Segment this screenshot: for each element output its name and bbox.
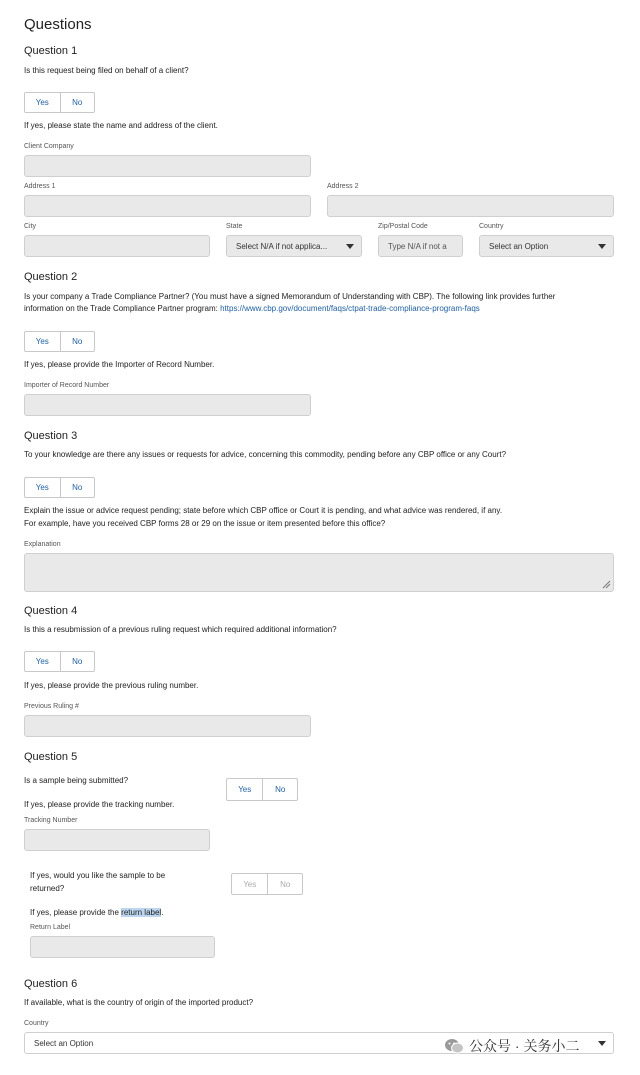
importer-record-number-input[interactable] [24,394,311,416]
question-5-yes-no-toggle [226,778,298,801]
explanation-textarea[interactable] [24,553,614,592]
return-label-input[interactable] [30,936,215,958]
question-2-title: Question 2 [24,271,78,283]
state-select[interactable] [226,235,362,257]
state-select-value: Select N/A if not applica... [236,241,328,251]
address-1-label: Address 1 [24,183,56,190]
question-5-followup: If yes, please provide the tracking number. [24,800,175,809]
return-followup-prefix: If yes, please provide the [30,908,122,917]
country-label: Country [479,223,504,230]
client-company-label: Client Company [24,143,74,150]
watermark [444,1036,579,1056]
return-question-line2: returned? [30,884,65,893]
question-5-text: Is a sample being submitted? [24,776,129,785]
question-4-followup: If yes, please provide the previous ruling number. [24,681,199,690]
country-of-origin-value: Select an Option [34,1038,94,1048]
resize-grip-icon[interactable] [601,579,611,589]
state-label: State [226,223,243,230]
client-company-input[interactable] [24,155,311,177]
return-label-label: Return Label [30,924,71,931]
return-label-followup [30,906,163,919]
watermark-text: 公众号 · 关务小二 [469,1038,580,1054]
return-question-line1: If yes, would you like the sample to be [30,871,166,880]
question-2-yes-button[interactable]: Yes [35,337,49,346]
return-followup-suffix: . [161,908,164,917]
zip-label: Zip/Postal Code [378,223,428,230]
dropdown-arrow-icon [598,1041,606,1046]
page-title: Questions [24,16,92,33]
question-4-yes-no-toggle [24,651,95,672]
question-5-title: Question 5 [24,751,78,763]
question-3-yes-no-toggle [24,477,95,498]
explanation-label: Explanation [24,541,61,548]
question-3-title: Question 3 [24,430,78,442]
importer-record-number-label: Importer of Record Number [24,382,110,389]
question-1-title: Question 1 [24,45,78,57]
question-6-text: If available, what is the country of origin of the imported product? [24,998,254,1007]
dropdown-arrow-icon [598,244,606,249]
zip-input[interactable] [378,235,463,257]
question-2-text-line2 [24,302,480,315]
return-no-button[interactable]: No [267,874,302,894]
zip-input-placeholder: Type N/A if not a [388,241,447,251]
dropdown-arrow-icon [346,244,354,249]
previous-ruling-input[interactable] [24,715,311,737]
question-3-yes-button[interactable]: Yes [35,483,49,492]
country-select[interactable] [479,235,614,257]
previous-ruling-label: Previous Ruling # [24,703,79,710]
address-1-input[interactable] [24,195,311,217]
question-4-no-button[interactable]: No [60,652,95,671]
question-6-title: Question 6 [24,978,78,990]
question-5-no-button[interactable]: No [262,779,297,800]
question-2-yes-no-toggle [24,331,95,352]
question-2-text-prefix: information on the Trade Compliance Partner program: [24,304,221,313]
question-3-no-button[interactable]: No [60,478,95,497]
question-1-followup: If yes, please state the name and address of the client. [24,121,218,130]
question-4-yes-button[interactable]: Yes [35,657,49,666]
question-4-title: Question 4 [24,605,78,617]
country-of-origin-label: Country [24,1020,49,1027]
question-2-no-button[interactable]: No [60,332,95,351]
return-followup-highlight: return label [121,908,162,917]
question-3-followup-line1: Explain the issue or advice request pending; state before which CBP office or Court it is pending, and what advice was rendered, if any. [24,506,503,515]
question-2-followup: If yes, please provide the Importer of Record Number. [24,360,215,369]
question-3-followup-line2: For example, have you received CBP forms 28 or 29 on the issue or item presented before this office? [24,519,386,528]
question-1-yes-button[interactable]: Yes [35,98,49,107]
question-2-text-line1: Is your company a Trade Compliance Partner? (You must have a signed Memorandum of Understanding with CBP). The following link provides further [24,292,556,301]
country-select-value: Select an Option [489,241,549,251]
return-yes-no-toggle [231,873,303,895]
address-2-input[interactable] [327,195,614,217]
question-3-text: To your knowledge are there any issues or requests for advice, concerning this commodity, pending before any CBP office or any Court? [24,450,507,459]
tracking-number-label: Tracking Number [24,817,78,824]
wechat-icon [444,1038,464,1054]
question-4-text: Is this a resubmission of a previous ruling request which required additional information? [24,625,337,634]
tracking-number-input[interactable] [24,829,210,851]
question-5-yes-button[interactable]: Yes [238,785,252,794]
tcp-faq-link[interactable]: https://www.cbp.gov/document/faqs/ctpat-trade-compliance-program-faqs [220,304,480,313]
return-yes-button[interactable]: Yes [243,879,257,889]
city-label: City [24,223,37,230]
address-2-label: Address 2 [327,183,359,190]
question-1-text: Is this request being filed on behalf of a client? [24,66,189,75]
city-input[interactable] [24,235,210,257]
question-1-yes-no-toggle [24,92,95,113]
question-1-no-button[interactable]: No [60,93,95,112]
